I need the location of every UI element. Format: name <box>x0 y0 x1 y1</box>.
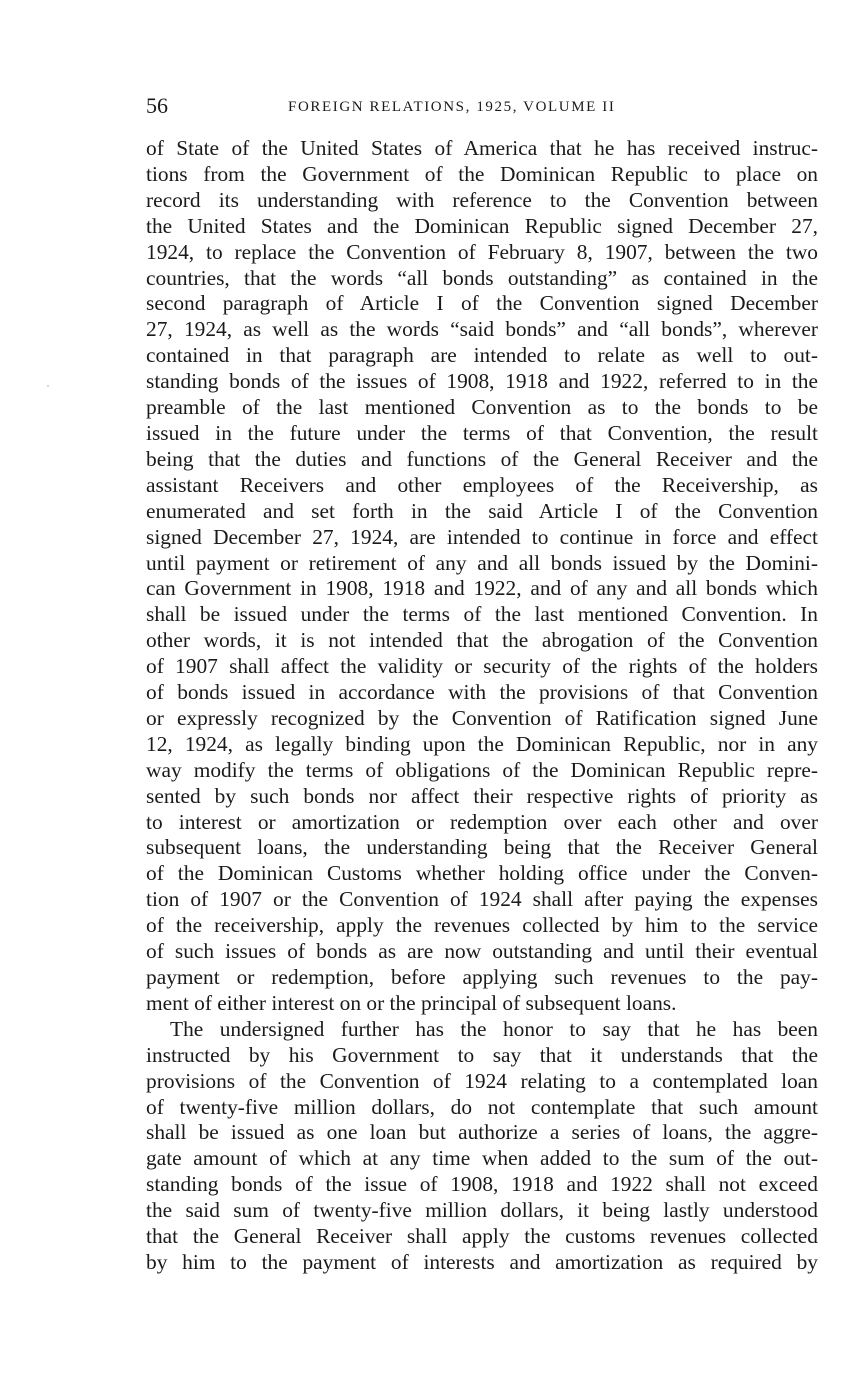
text-line: to interest or amortization or redemption over each other and over <box>146 809 818 834</box>
text-line: gate amount of which at any time when added to the sum of the out- <box>146 1146 818 1171</box>
page-header <box>146 92 818 120</box>
body-text <box>146 136 818 1276</box>
text-line: assistant Receivers and other employees of the Receivership, as <box>146 472 818 497</box>
text-line: shall be issued as one loan but authorize a series of loans, the aggre- <box>146 1120 818 1145</box>
text-line: ment of either interest on or the principal of subsequent loans. <box>146 990 677 1015</box>
text-line: other words, it is not intended that the abrogation of the Convention <box>146 628 818 653</box>
text-line: signed December 27, 1924, are intended to continue in force and effect <box>146 524 818 549</box>
text-line: countries, that the words “all bonds outstanding” as contained in the <box>146 265 818 290</box>
page-number: 56 <box>146 93 168 118</box>
text-line: of the receivership, apply the revenues collected by him to the service <box>146 913 818 938</box>
text-line: way modify the terms of obligations of the Dominican Republic repre- <box>146 757 818 782</box>
running-head: FOREIGN RELATIONS, 1925, VOLUME II <box>288 99 616 115</box>
text-line: of twenty-five million dollars, do not contemplate that such amount <box>146 1094 818 1119</box>
text-line: issued in the future under the terms of that Convention, the result <box>146 420 818 445</box>
text-line: tions from the Government of the Dominican Republic to place on <box>146 161 818 186</box>
text-line: of the Dominican Customs whether holding office under the Conven- <box>146 861 818 886</box>
text-line: the United States and the Dominican Republic signed December 27, <box>146 213 818 238</box>
paragraph-1 <box>146 136 818 1017</box>
text-line: 27, 1924, as well as the words “said bonds” and “all bonds”, wherever <box>146 317 818 342</box>
text-line: instructed by his Government to say that it understands that the <box>146 1042 818 1067</box>
text-line: being that the duties and functions of the General Receiver and the <box>146 446 818 471</box>
text-line: tion of 1907 or the Convention of 1924 shall after paying the expenses <box>146 887 818 912</box>
text-line: the said sum of twenty-five million dollars, it being lastly understood <box>146 1198 818 1223</box>
scan-speck <box>47 385 49 387</box>
text-line: enumerated and set forth in the said Article I of the Convention <box>146 498 818 523</box>
text-line: or expressly recognized by the Convention of Ratification signed June <box>146 705 818 730</box>
text-line: subsequent loans, the understanding being that the Receiver General <box>146 835 818 860</box>
text-line: standing bonds of the issues of 1908, 1918 and 1922, referred to in the <box>146 369 818 394</box>
text-line: provisions of the Convention of 1924 relating to a contemplated loan <box>146 1068 818 1093</box>
text-line: 1924, to replace the Convention of February 8, 1907, between the two <box>146 239 818 264</box>
text-line: of such issues of bonds as are now outstanding and until their eventual <box>146 939 818 964</box>
text-line: record its understanding with reference to the Convention between <box>146 187 818 212</box>
text-line: that the General Receiver shall apply the customs revenues collected <box>146 1224 818 1249</box>
text-line: until payment or retirement of any and all bonds issued by the Domini- <box>146 550 818 575</box>
text-line: of State of the United States of America that he has received instruc- <box>146 136 818 160</box>
text-line: 12, 1924, as legally binding upon the Dominican Republic, nor in any <box>146 731 818 756</box>
text-line: preamble of the last mentioned Convention as to the bonds to be <box>146 395 818 420</box>
text-line: payment or redemption, before applying such revenues to the pay- <box>146 965 818 989</box>
text-line: contained in that paragraph are intended to relate as well to out- <box>146 343 818 368</box>
text-line: second paragraph of Article I of the Convention signed December <box>146 291 818 316</box>
text-line: sented by such bonds nor affect their respective rights of priority as <box>146 783 818 808</box>
text-line: by him to the payment of interests and amortization as required by <box>146 1249 818 1274</box>
text-line: of bonds issued in accordance with the provisions of that Convention <box>146 680 818 705</box>
paragraph-2 <box>146 1017 818 1276</box>
text-line: shall be issued under the terms of the last mentioned Convention. In <box>146 602 818 627</box>
text-line: can Government in 1908, 1918 and 1922, and of any and all bonds which <box>146 576 818 601</box>
text-line: The undersigned further has the honor to say that he has been <box>170 1016 818 1041</box>
text-line: of 1907 shall affect the validity or security of the rights of the holders <box>146 654 818 679</box>
text-line: standing bonds of the issue of 1908, 1918 and 1922 shall not exceed <box>146 1172 818 1197</box>
